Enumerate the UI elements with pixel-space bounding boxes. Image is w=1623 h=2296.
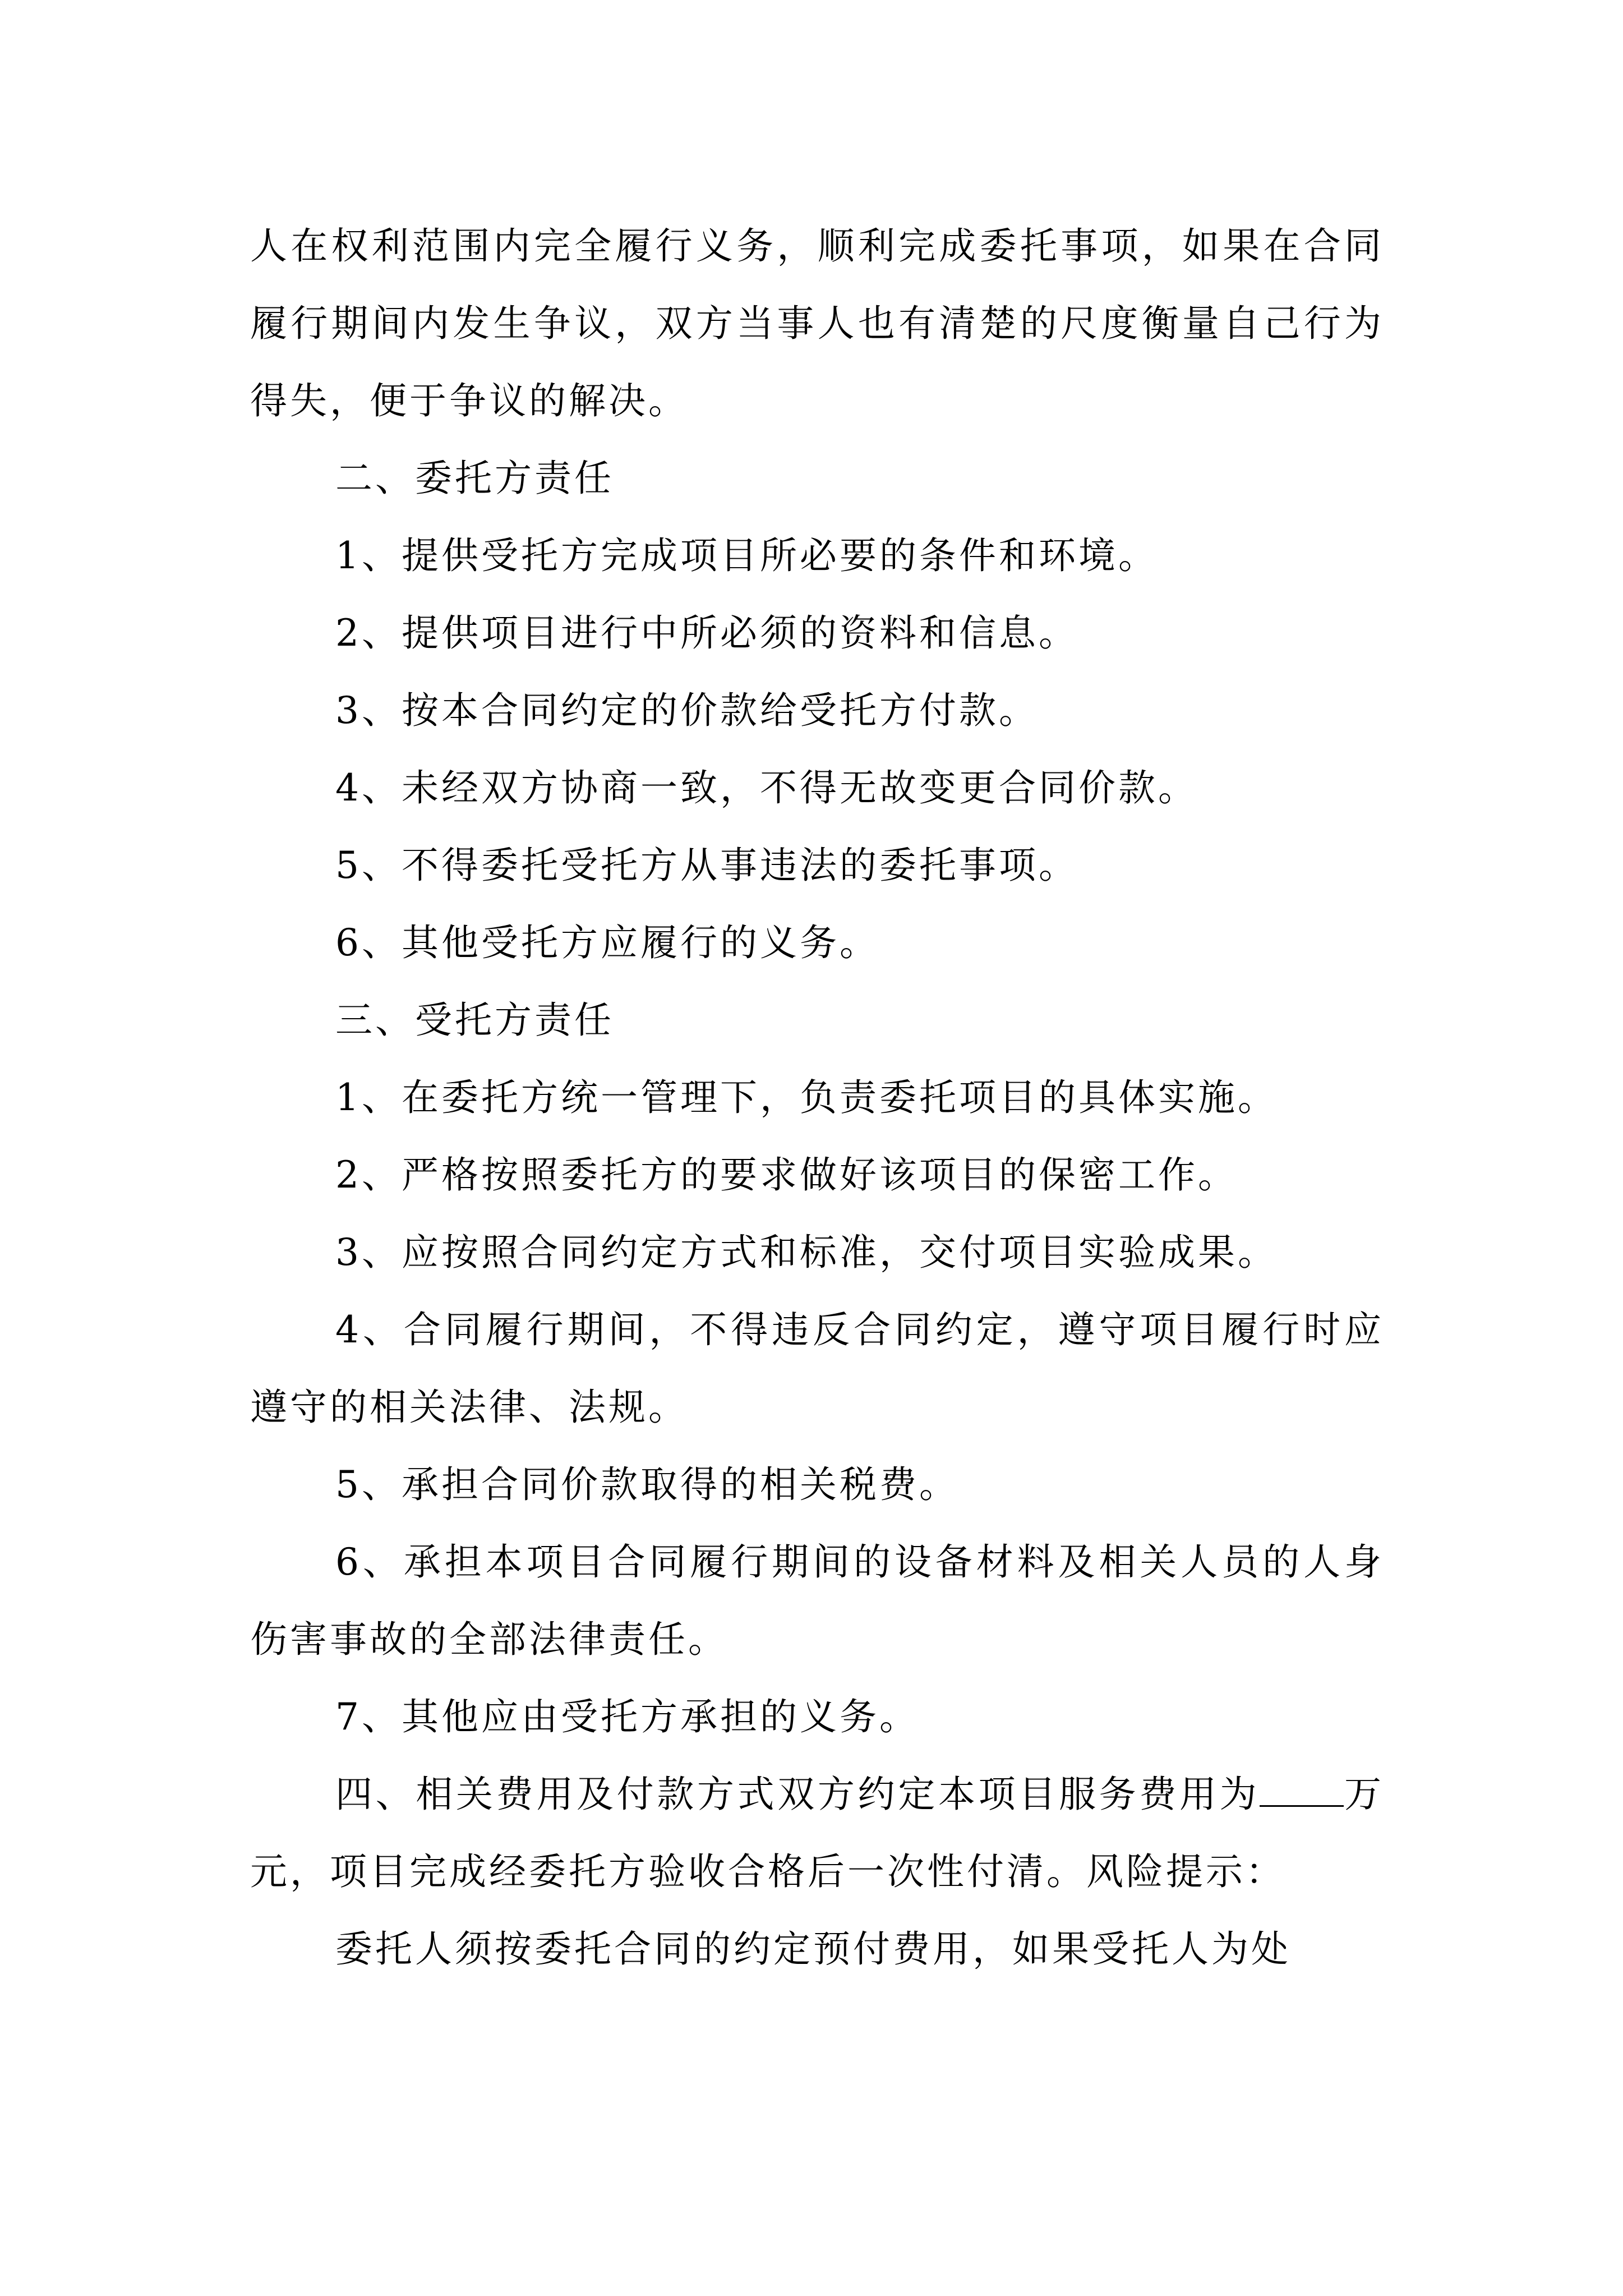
client-duty-item: 6、其他受托方应履行的义务。 bbox=[335, 921, 879, 964]
fees-text-part1: 四、相关费用及付款方式双方约定本项目服务费用为 bbox=[335, 1773, 1260, 1816]
contractor-duty-item: 3、应按照合同约定方式和标准，交付项目实验成果。 bbox=[335, 1231, 1278, 1274]
client-duty-item: 3、按本合同约定的价款给受托方付款。 bbox=[335, 689, 1039, 732]
section-heading-contractor-duties: 三、受托方责任 bbox=[335, 999, 614, 1042]
contractor-duty-item: 7、其他应由受托方承担的义务。 bbox=[335, 1695, 919, 1738]
client-duty-item: 4、未经双方协商一致，不得无故变更合同价款。 bbox=[335, 766, 1198, 809]
document-body bbox=[250, 208, 1384, 1988]
client-duty-item: 5、不得委托受托方从事违法的委托事项。 bbox=[335, 844, 1078, 887]
contractor-duty-item: 4、合同履行期间，不得违反合同约定，遵守项目履行时应遵守的相关法律、法规。 bbox=[250, 1308, 1384, 1429]
contractor-duty-item: 6、承担本项目合同履行期间的设备材料及相关人员的人身伤害事故的全部法律责任。 bbox=[250, 1540, 1384, 1661]
section-fees-payment bbox=[250, 1756, 1384, 1911]
contractor-duty-item: 1、在委托方统一管理下，负责委托项目的具体实施。 bbox=[335, 1076, 1278, 1119]
client-duty-item: 2、提供项目进行中所必须的资料和信息。 bbox=[335, 611, 1078, 655]
amount-blank-line bbox=[1260, 1759, 1344, 1807]
fees-text-part2: 万元，项目完成经委托方验收合格后一次性付清。风险提示： bbox=[250, 1773, 1385, 1893]
contractor-duty-item: 2、严格按照委托方的要求做好该项目的保密工作。 bbox=[335, 1153, 1238, 1197]
paragraph-continuation: 人在权利范围内完全履行义务，顺利完成委托事项，如果在合同履行期间内发生争议，双方当事人也有清楚的尺度衡量自己行为得失，便于争议的解决。 bbox=[250, 224, 1384, 422]
section-heading-client-duties: 二、委托方责任 bbox=[335, 457, 614, 500]
contractor-duty-item: 5、承担合同价款取得的相关税费。 bbox=[335, 1463, 959, 1506]
client-duty-item: 1、提供受托方完成项目所必要的条件和环境。 bbox=[335, 534, 1158, 577]
risk-warning-text: 委托人须按委托合同的约定预付费用，如果受托人为处 bbox=[335, 1927, 1291, 1971]
